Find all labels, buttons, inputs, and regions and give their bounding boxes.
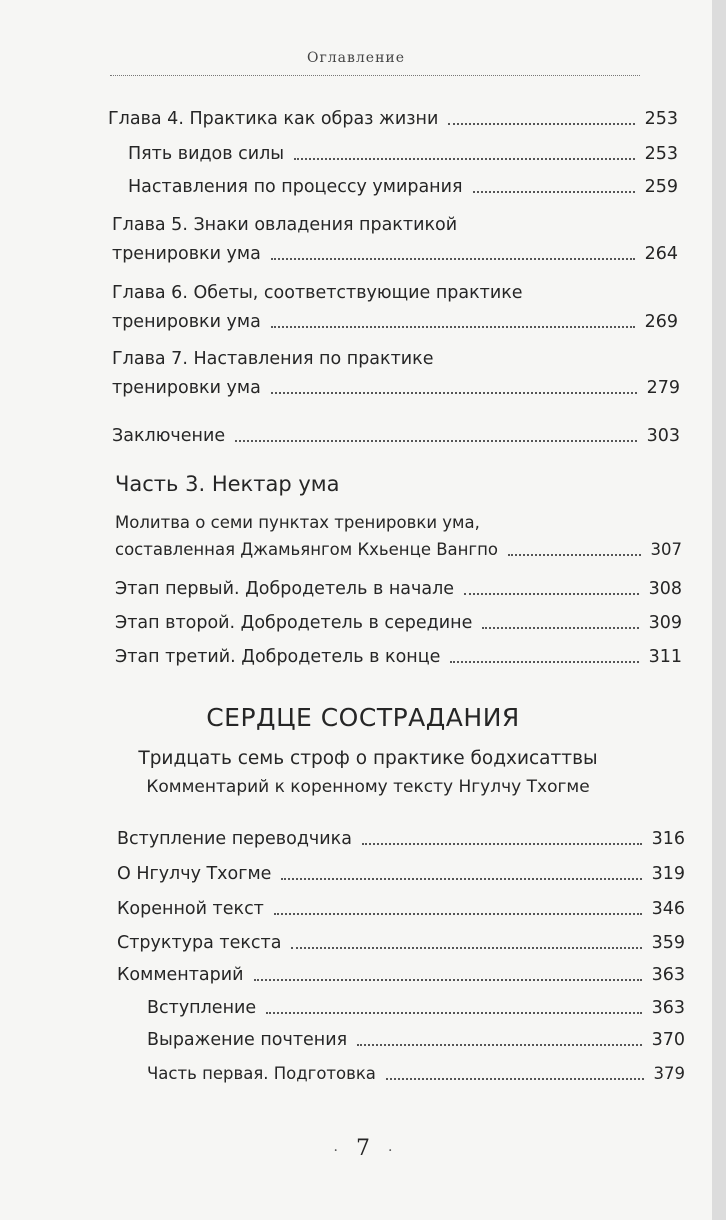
- toc-page-number: 264: [644, 244, 678, 264]
- toc-entry-root-text[interactable]: Коренной текст 346: [117, 899, 685, 919]
- toc-entry-introduction[interactable]: Вступление 363: [147, 998, 685, 1018]
- toc-page-number: 370: [651, 1030, 685, 1050]
- dot-leader: [508, 554, 641, 556]
- dot-leader: [271, 258, 635, 260]
- header-rule: [110, 75, 640, 76]
- toc-page-number: 307: [650, 540, 682, 559]
- page-number-footer: · 7 ·: [333, 1136, 393, 1161]
- toc-page-number: 379: [653, 1064, 685, 1083]
- dot-leader: [464, 593, 639, 595]
- toc-page-number: 303: [646, 426, 680, 446]
- toc-page-number: 346: [651, 899, 685, 919]
- toc-entry-chapter-4[interactable]: Глава 4. Практика как образ жизни 253: [108, 109, 678, 129]
- toc-entry-stage-2[interactable]: Этап второй. Добродетель в середине 309: [115, 613, 682, 633]
- dot-leader: [271, 326, 635, 328]
- toc-page-number: 309: [648, 613, 682, 633]
- toc-entry-about-author[interactable]: О Нгулчу Тхогме 319: [117, 864, 685, 884]
- toc-entry-dying-instructions[interactable]: Наставления по процессу умирания 259: [128, 177, 678, 197]
- dot-leader: [482, 627, 638, 629]
- toc-entry-text-structure[interactable]: Структура текста 359: [117, 933, 685, 953]
- toc-entry-translator-intro[interactable]: Вступление переводчика 316: [117, 829, 685, 849]
- dot-leader: [281, 878, 641, 880]
- toc-page-number: 363: [651, 998, 685, 1018]
- toc-page-number: 316: [651, 829, 685, 849]
- dot-leader: [362, 843, 642, 845]
- toc-entry-stage-1[interactable]: Этап первый. Добродетель в начале 308: [115, 579, 682, 599]
- toc-entry-five-powers[interactable]: Пять видов силы 253: [128, 144, 678, 164]
- part-3-title: Нектар ума: [211, 472, 340, 496]
- toc-entry-chapter-6[interactable]: Глава 6. Обеты, соответствующие практике тренировки ума 269: [112, 283, 678, 332]
- part-3-prefix: Часть 3.: [115, 472, 206, 496]
- toc-page-number: 319: [651, 864, 685, 884]
- dot-leader: [254, 979, 642, 981]
- dot-leader: [274, 913, 642, 915]
- toc-page-number: 279: [646, 378, 680, 398]
- toc-page-number: 359: [651, 933, 685, 953]
- toc-entry-chapter-7[interactable]: Глава 7. Наставления по практике тренировки ума 279: [112, 349, 680, 398]
- toc-entry-commentary[interactable]: Комментарий 363: [117, 965, 685, 985]
- page-edge: [712, 0, 726, 1220]
- toc-page-number: 253: [644, 109, 678, 129]
- toc-entry-homage[interactable]: Выражение почтения 370: [147, 1030, 685, 1050]
- toc-page-number: 311: [648, 647, 682, 667]
- dot-leader: [291, 947, 641, 949]
- dot-leader: [473, 191, 635, 193]
- dot-leader: [448, 123, 634, 125]
- toc-page-number: 269: [644, 312, 678, 332]
- section-title: СЕРДЦЕ СОСТРАДАНИЯ: [206, 703, 520, 732]
- toc-entry-chapter-5[interactable]: Глава 5. Знаки овладения практикой тренировки ума 264: [112, 215, 678, 264]
- dot-leader: [450, 661, 638, 663]
- dot-leader: [357, 1044, 641, 1046]
- section-subtitle-2: Комментарий к коренному тексту Нгулчу Тхогме: [146, 777, 590, 797]
- dot-leader: [271, 392, 637, 394]
- dot-leader: [386, 1078, 644, 1080]
- toc-entry-prayer[interactable]: Молитва о семи пунктах тренировки ума, составленная Джамьянгом Кхьенце Вангпо 307: [115, 513, 682, 559]
- toc-page-number: 253: [644, 144, 678, 164]
- dot-leader: [235, 440, 636, 442]
- toc-entry-conclusion[interactable]: Заключение 303: [112, 426, 680, 446]
- toc-entry-part-one[interactable]: Часть первая. Подготовка 379: [147, 1064, 685, 1083]
- page-number: 7: [356, 1136, 370, 1161]
- toc-page-number: 363: [651, 965, 685, 985]
- running-header: Оглавление: [306, 50, 406, 66]
- dot-leader: [266, 1012, 641, 1014]
- toc-page-number: 308: [648, 579, 682, 599]
- dot-leader: [294, 158, 634, 160]
- part-3-heading: [115, 472, 339, 496]
- toc-entry-stage-3[interactable]: Этап третий. Добродетель в конце 311: [115, 647, 682, 667]
- section-subtitle: Тридцать семь строф о практике бодхисаттвы: [138, 748, 598, 769]
- toc-page-number: 259: [644, 177, 678, 197]
